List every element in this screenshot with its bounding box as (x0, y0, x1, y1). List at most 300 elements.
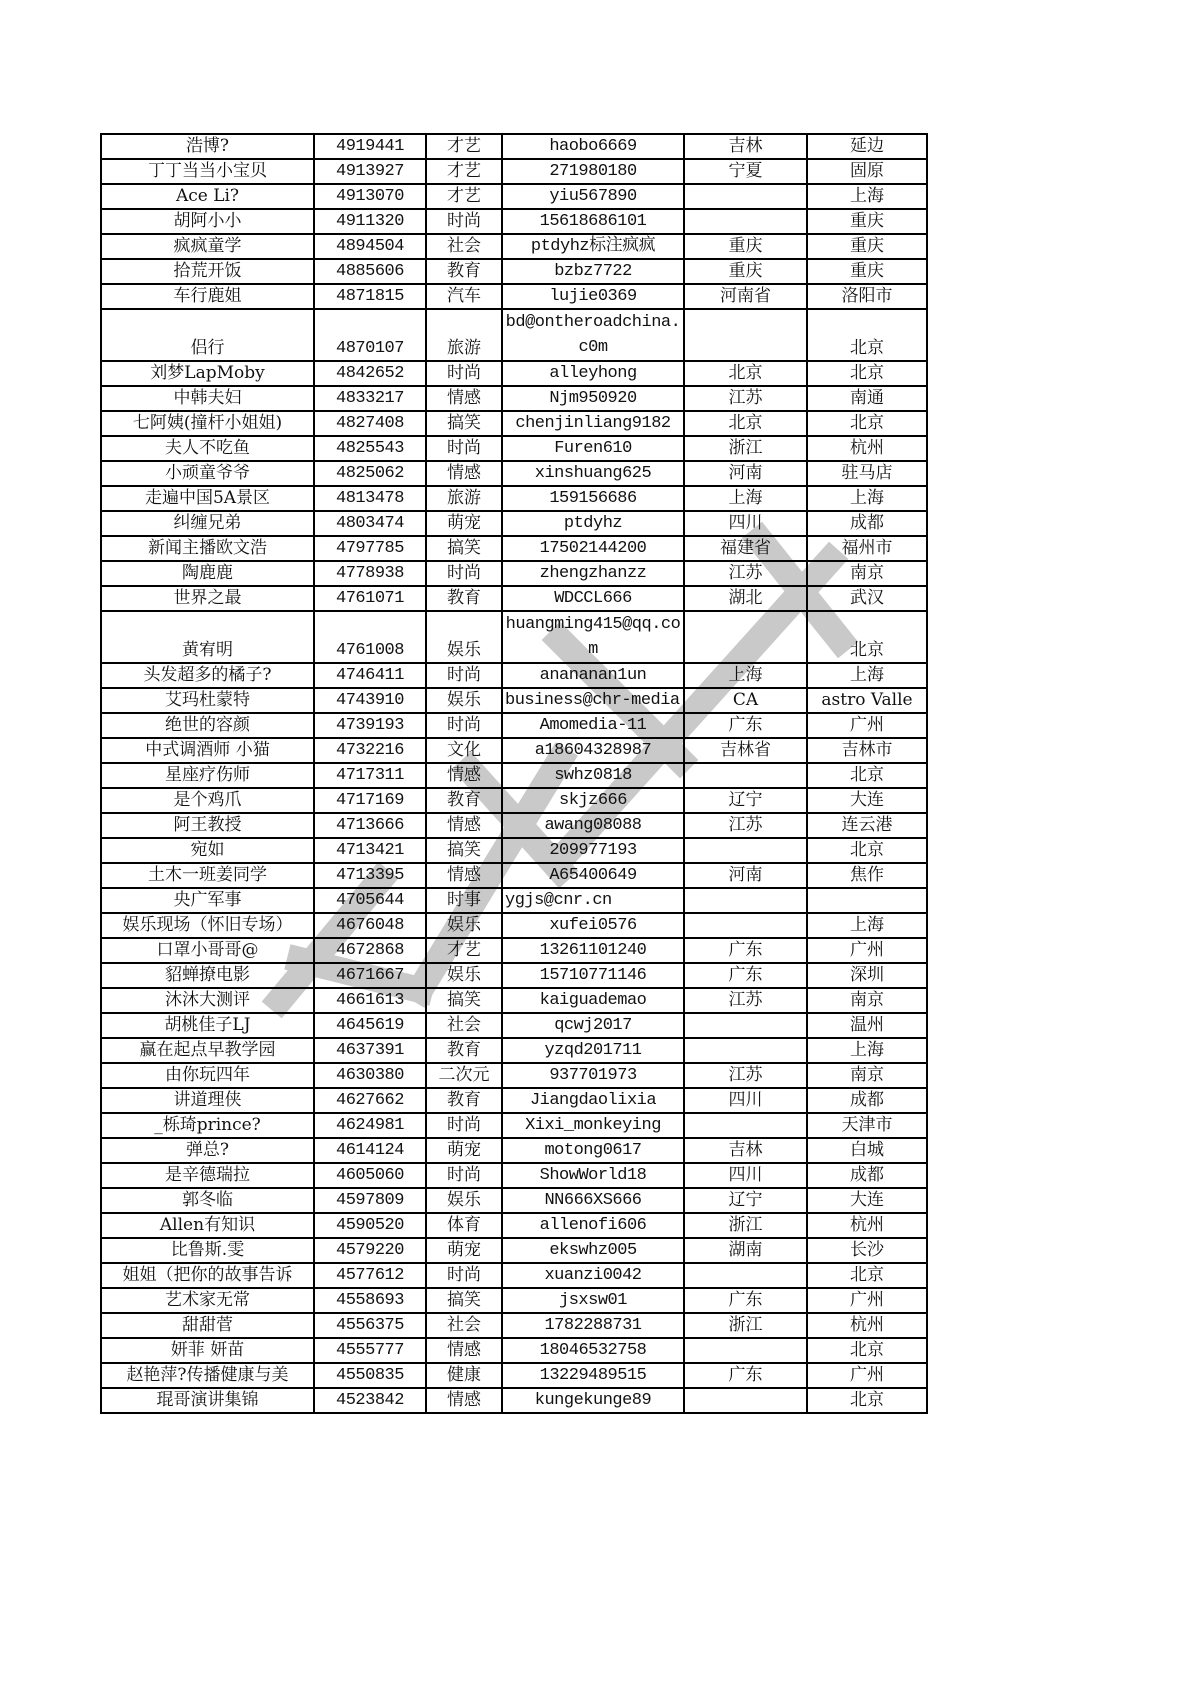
cell-name: Ace Li? (101, 184, 314, 209)
cell-contact: swhz0818 (502, 763, 684, 788)
cell-province (684, 1388, 807, 1413)
cell-id: 4627662 (314, 1088, 426, 1113)
cell-name: 中式调酒师 小猫 (101, 738, 314, 763)
cell-id: 4590520 (314, 1213, 426, 1238)
cell-category: 文化 (426, 738, 502, 763)
cell-name: _栎琦prince? (101, 1113, 314, 1138)
cell-province: 四川 (684, 1088, 807, 1113)
cell-category: 旅游 (426, 309, 502, 361)
cell-id: 4523842 (314, 1388, 426, 1413)
cell-category: 娱乐 (426, 1188, 502, 1213)
cell-contact: 15710771146 (502, 963, 684, 988)
cell-category: 娱乐 (426, 963, 502, 988)
cell-contact: alleyhong (502, 361, 684, 386)
cell-contact: motong0617 (502, 1138, 684, 1163)
table-row (101, 586, 927, 611)
cell-contact: ShowWorld18 (502, 1163, 684, 1188)
cell-category: 情感 (426, 1338, 502, 1363)
cell-city: 白城 (807, 1138, 927, 1163)
cell-category: 汽车 (426, 284, 502, 309)
cell-province: 湖北 (684, 586, 807, 611)
cell-id: 4605060 (314, 1163, 426, 1188)
cell-name: 口罩小哥哥@ (101, 938, 314, 963)
cell-province: 江苏 (684, 561, 807, 586)
table-row (101, 1238, 927, 1263)
cell-id: 4842652 (314, 361, 426, 386)
cell-category: 时尚 (426, 561, 502, 586)
cell-category: 时尚 (426, 436, 502, 461)
cell-id: 4556375 (314, 1313, 426, 1338)
cell-category: 情感 (426, 813, 502, 838)
cell-city: 驻马店 (807, 461, 927, 486)
table-row (101, 1088, 927, 1113)
data-table (100, 133, 928, 1414)
cell-contact: Jiangdaolixia (502, 1088, 684, 1113)
table-row (101, 1288, 927, 1313)
cell-id: 4778938 (314, 561, 426, 586)
cell-id: 4661613 (314, 988, 426, 1013)
cell-name: 世界之最 (101, 586, 314, 611)
table-row (101, 788, 927, 813)
cell-contact: kungekunge89 (502, 1388, 684, 1413)
cell-province: 江苏 (684, 813, 807, 838)
cell-category: 教育 (426, 586, 502, 611)
cell-city: 天津市 (807, 1113, 927, 1138)
cell-province: 上海 (684, 663, 807, 688)
table-row (101, 813, 927, 838)
cell-province: 四川 (684, 511, 807, 536)
cell-id: 4746411 (314, 663, 426, 688)
table-row (101, 561, 927, 586)
cell-contact: Njm950920 (502, 386, 684, 411)
cell-id: 4671667 (314, 963, 426, 988)
cell-category: 才艺 (426, 184, 502, 209)
cell-contact: business@chr-media (502, 688, 684, 713)
cell-name: 侣行 (101, 309, 314, 361)
cell-contact: WDCCL666 (502, 586, 684, 611)
cell-province: 福建省 (684, 536, 807, 561)
cell-category: 萌宠 (426, 511, 502, 536)
cell-contact: skjz666 (502, 788, 684, 813)
cell-contact: ptdyhz标注疯疯 (502, 234, 684, 259)
cell-category: 社会 (426, 1313, 502, 1338)
cell-id: 4717169 (314, 788, 426, 813)
cell-contact: Amomedia-11 (502, 713, 684, 738)
cell-city: 北京 (807, 309, 927, 361)
table-row (101, 461, 927, 486)
cell-province (684, 913, 807, 938)
table-row (101, 688, 927, 713)
cell-contact: kaiguademao (502, 988, 684, 1013)
cell-name: 甜甜菅 (101, 1313, 314, 1338)
table-row (101, 184, 927, 209)
cell-contact: 159156686 (502, 486, 684, 511)
table-row (101, 1388, 927, 1413)
cell-province (684, 1263, 807, 1288)
cell-city: 北京 (807, 1263, 927, 1288)
table-row (101, 663, 927, 688)
cell-contact: ygjs@cnr.cn (502, 888, 684, 913)
cell-contact: xinshuang625 (502, 461, 684, 486)
cell-contact: 17502144200 (502, 536, 684, 561)
cell-city: 上海 (807, 663, 927, 688)
cell-city: 大连 (807, 1188, 927, 1213)
cell-province (684, 309, 807, 361)
cell-name: 走遍中国5A景区 (101, 486, 314, 511)
table-row (101, 511, 927, 536)
cell-category: 社会 (426, 1013, 502, 1038)
table-row (101, 1313, 927, 1338)
cell-city: 北京 (807, 838, 927, 863)
cell-id: 4833217 (314, 386, 426, 411)
cell-name: 中韩夫妇 (101, 386, 314, 411)
cell-id: 4894504 (314, 234, 426, 259)
cell-contact: haobo6669 (502, 134, 684, 159)
cell-name: 是辛德瑞拉 (101, 1163, 314, 1188)
cell-province: 重庆 (684, 234, 807, 259)
cell-name: 胡桃佳子LJ (101, 1013, 314, 1038)
cell-city: 北京 (807, 411, 927, 436)
cell-city: 成都 (807, 1088, 927, 1113)
cell-id: 4871815 (314, 284, 426, 309)
cell-city: 大连 (807, 788, 927, 813)
cell-name: 小顽童爷爷 (101, 461, 314, 486)
cell-contact: yzqd201711 (502, 1038, 684, 1063)
cell-province: 河南省 (684, 284, 807, 309)
cell-province: 江苏 (684, 1063, 807, 1088)
cell-contact: NN666XS666 (502, 1188, 684, 1213)
table-row (101, 1138, 927, 1163)
cell-contact: allenofi606 (502, 1213, 684, 1238)
cell-contact: 13261101240 (502, 938, 684, 963)
cell-id: 4827408 (314, 411, 426, 436)
cell-id: 4579220 (314, 1238, 426, 1263)
cell-city: 福州市 (807, 536, 927, 561)
cell-city: 重庆 (807, 234, 927, 259)
table-row (101, 763, 927, 788)
cell-category: 搞笑 (426, 536, 502, 561)
cell-category: 情感 (426, 386, 502, 411)
cell-name: 纠缠兄弟 (101, 511, 314, 536)
cell-city: 洛阳市 (807, 284, 927, 309)
cell-id: 4743910 (314, 688, 426, 713)
cell-id: 4713395 (314, 863, 426, 888)
cell-contact: bd@ontheroadchina.c0m (502, 309, 684, 361)
cell-id: 4713421 (314, 838, 426, 863)
table-row (101, 1338, 927, 1363)
cell-name: 七阿姨(撞杆小姐姐) (101, 411, 314, 436)
cell-province: 四川 (684, 1163, 807, 1188)
cell-name: 妍菲 妍苗 (101, 1338, 314, 1363)
cell-id: 4558693 (314, 1288, 426, 1313)
cell-province (684, 1338, 807, 1363)
cell-category: 搞笑 (426, 988, 502, 1013)
cell-name: 绝世的容颜 (101, 713, 314, 738)
cell-contact: huangming415@qq.com (502, 611, 684, 663)
table-row (101, 309, 927, 361)
cell-city: 长沙 (807, 1238, 927, 1263)
cell-province: 广东 (684, 713, 807, 738)
cell-name: 夫人不吃鱼 (101, 436, 314, 461)
cell-city: 连云港 (807, 813, 927, 838)
cell-name: 比鲁斯.雯 (101, 1238, 314, 1263)
cell-contact: lujie0369 (502, 284, 684, 309)
table-row (101, 963, 927, 988)
cell-province: 吉林省 (684, 738, 807, 763)
cell-province (684, 1013, 807, 1038)
cell-id: 4739193 (314, 713, 426, 738)
table-row (101, 436, 927, 461)
cell-contact: Furen610 (502, 436, 684, 461)
cell-category: 娱乐 (426, 611, 502, 663)
cell-id: 4676048 (314, 913, 426, 938)
cell-category: 时尚 (426, 209, 502, 234)
cell-category: 旅游 (426, 486, 502, 511)
cell-city: 南京 (807, 561, 927, 586)
cell-name: 貂蝉撩电影 (101, 963, 314, 988)
cell-province: 广东 (684, 1288, 807, 1313)
cell-name: 陶鹿鹿 (101, 561, 314, 586)
cell-city: 广州 (807, 1288, 927, 1313)
cell-city: 上海 (807, 1038, 927, 1063)
cell-province (684, 184, 807, 209)
table-row (101, 713, 927, 738)
cell-category: 搞笑 (426, 838, 502, 863)
table-row (101, 913, 927, 938)
cell-province: 江苏 (684, 988, 807, 1013)
cell-city: 杭州 (807, 1313, 927, 1338)
cell-name: 讲道理侠 (101, 1088, 314, 1113)
cell-city: 上海 (807, 486, 927, 511)
cell-city: 焦作 (807, 863, 927, 888)
cell-contact: jsxsw01 (502, 1288, 684, 1313)
table-row (101, 209, 927, 234)
cell-city: 北京 (807, 1388, 927, 1413)
cell-province: 湖南 (684, 1238, 807, 1263)
cell-id: 4577612 (314, 1263, 426, 1288)
table-row (101, 1263, 927, 1288)
cell-province: 广东 (684, 963, 807, 988)
cell-name: 车行鹿姐 (101, 284, 314, 309)
cell-city: 杭州 (807, 436, 927, 461)
cell-province: 辽宁 (684, 788, 807, 813)
cell-id: 4630380 (314, 1063, 426, 1088)
cell-category: 社会 (426, 234, 502, 259)
cell-id: 4717311 (314, 763, 426, 788)
cell-contact: anananan1un (502, 663, 684, 688)
cell-name: 郭冬临 (101, 1188, 314, 1213)
cell-name: 丁丁当当小宝贝 (101, 159, 314, 184)
cell-category: 二次元 (426, 1063, 502, 1088)
cell-id: 4913927 (314, 159, 426, 184)
cell-contact: ekswhz005 (502, 1238, 684, 1263)
table-row (101, 738, 927, 763)
cell-province: 北京 (684, 361, 807, 386)
cell-category: 时尚 (426, 1113, 502, 1138)
cell-city: 成都 (807, 1163, 927, 1188)
cell-id: 4645619 (314, 1013, 426, 1038)
table-row (101, 611, 927, 663)
cell-id: 4705644 (314, 888, 426, 913)
cell-city: 北京 (807, 1338, 927, 1363)
cell-name: 刘梦LapMoby (101, 361, 314, 386)
cell-province (684, 611, 807, 663)
cell-province: 上海 (684, 486, 807, 511)
cell-contact: bzbz7722 (502, 259, 684, 284)
cell-province (684, 1113, 807, 1138)
cell-province: CA (684, 688, 807, 713)
cell-name: 由你玩四年 (101, 1063, 314, 1088)
cell-category: 搞笑 (426, 1288, 502, 1313)
cell-name: 浩博? (101, 134, 314, 159)
cell-name: 头发超多的橘子? (101, 663, 314, 688)
cell-name: 姐姐（把你的故事告诉 (101, 1263, 314, 1288)
cell-name: 土木一班姜同学 (101, 863, 314, 888)
cell-id: 4550835 (314, 1363, 426, 1388)
cell-name: 沐沐大测评 (101, 988, 314, 1013)
cell-category: 才艺 (426, 938, 502, 963)
table-row (101, 888, 927, 913)
cell-province: 江苏 (684, 386, 807, 411)
cell-name: 胡阿小小 (101, 209, 314, 234)
cell-category: 教育 (426, 259, 502, 284)
cell-city: 广州 (807, 1363, 927, 1388)
cell-city: 杭州 (807, 1213, 927, 1238)
cell-city: 成都 (807, 511, 927, 536)
cell-id: 4919441 (314, 134, 426, 159)
cell-city: 上海 (807, 184, 927, 209)
cell-city: 吉林市 (807, 738, 927, 763)
cell-contact: qcwj2017 (502, 1013, 684, 1038)
cell-category: 体育 (426, 1213, 502, 1238)
cell-category: 情感 (426, 1388, 502, 1413)
cell-category: 娱乐 (426, 688, 502, 713)
cell-city: 固原 (807, 159, 927, 184)
cell-province: 辽宁 (684, 1188, 807, 1213)
cell-category: 教育 (426, 1088, 502, 1113)
cell-contact: 15618686101 (502, 209, 684, 234)
cell-contact: 13229489515 (502, 1363, 684, 1388)
cell-name: 娱乐现场（怀旧专场） (101, 913, 314, 938)
cell-city: 上海 (807, 913, 927, 938)
cell-id: 4761008 (314, 611, 426, 663)
cell-id: 4870107 (314, 309, 426, 361)
cell-name: 阿王教授 (101, 813, 314, 838)
cell-contact: zhengzhanzz (502, 561, 684, 586)
cell-city: 北京 (807, 763, 927, 788)
cell-name: 黄宥明 (101, 611, 314, 663)
cell-id: 4803474 (314, 511, 426, 536)
table-row (101, 486, 927, 511)
cell-city: 温州 (807, 1013, 927, 1038)
cell-category: 才艺 (426, 159, 502, 184)
cell-city: astro Valle (807, 688, 927, 713)
cell-province: 吉林 (684, 134, 807, 159)
cell-contact: Xixi_monkeying (502, 1113, 684, 1138)
cell-category: 教育 (426, 788, 502, 813)
cell-id: 4732216 (314, 738, 426, 763)
cell-province: 浙江 (684, 1213, 807, 1238)
cell-category: 时尚 (426, 713, 502, 738)
cell-contact: ptdyhz (502, 511, 684, 536)
cell-province (684, 763, 807, 788)
cell-city: 南京 (807, 988, 927, 1013)
table-row (101, 386, 927, 411)
cell-city: 北京 (807, 361, 927, 386)
cell-contact: A65400649 (502, 863, 684, 888)
cell-contact: 18046532758 (502, 1338, 684, 1363)
table-row (101, 863, 927, 888)
table-row (101, 1163, 927, 1188)
cell-province: 吉林 (684, 1138, 807, 1163)
cell-id: 4825062 (314, 461, 426, 486)
cell-category: 情感 (426, 763, 502, 788)
cell-name: 艾玛杜蒙特 (101, 688, 314, 713)
cell-category: 才艺 (426, 134, 502, 159)
cell-id: 4911320 (314, 209, 426, 234)
cell-city: 深圳 (807, 963, 927, 988)
cell-category: 娱乐 (426, 913, 502, 938)
cell-city: 重庆 (807, 259, 927, 284)
cell-name: Allen有知识 (101, 1213, 314, 1238)
cell-city: 武汉 (807, 586, 927, 611)
cell-city: 北京 (807, 611, 927, 663)
cell-city: 广州 (807, 713, 927, 738)
cell-province (684, 1038, 807, 1063)
table-row (101, 411, 927, 436)
table-row (101, 361, 927, 386)
cell-id: 4913070 (314, 184, 426, 209)
cell-contact: 1782288731 (502, 1313, 684, 1338)
cell-category: 萌宠 (426, 1238, 502, 1263)
cell-city (807, 888, 927, 913)
cell-id: 4555777 (314, 1338, 426, 1363)
cell-id: 4797785 (314, 536, 426, 561)
cell-province: 河南 (684, 461, 807, 486)
table-row (101, 159, 927, 184)
cell-city: 南京 (807, 1063, 927, 1088)
cell-id: 4885606 (314, 259, 426, 284)
cell-id: 4825543 (314, 436, 426, 461)
cell-city: 重庆 (807, 209, 927, 234)
cell-name: 新闻主播欧文浩 (101, 536, 314, 561)
cell-category: 时尚 (426, 361, 502, 386)
cell-city: 广州 (807, 938, 927, 963)
table-row (101, 938, 927, 963)
cell-category: 时尚 (426, 1163, 502, 1188)
cell-category: 健康 (426, 1363, 502, 1388)
cell-name: 赢在起点早教学园 (101, 1038, 314, 1063)
table-row (101, 1013, 927, 1038)
cell-name: 琨哥演讲集锦 (101, 1388, 314, 1413)
table-row (101, 234, 927, 259)
table-row (101, 988, 927, 1013)
cell-id: 4672868 (314, 938, 426, 963)
cell-contact: awang08088 (502, 813, 684, 838)
cell-province: 河南 (684, 863, 807, 888)
cell-province (684, 838, 807, 863)
cell-category: 搞笑 (426, 411, 502, 436)
cell-contact: a18604328987 (502, 738, 684, 763)
table-row (101, 259, 927, 284)
cell-contact: 209977193 (502, 838, 684, 863)
cell-id: 4813478 (314, 486, 426, 511)
cell-name: 弹总? (101, 1138, 314, 1163)
cell-name: 拾荒开饭 (101, 259, 314, 284)
table-row (101, 1188, 927, 1213)
cell-id: 4624981 (314, 1113, 426, 1138)
cell-city: 延边 (807, 134, 927, 159)
